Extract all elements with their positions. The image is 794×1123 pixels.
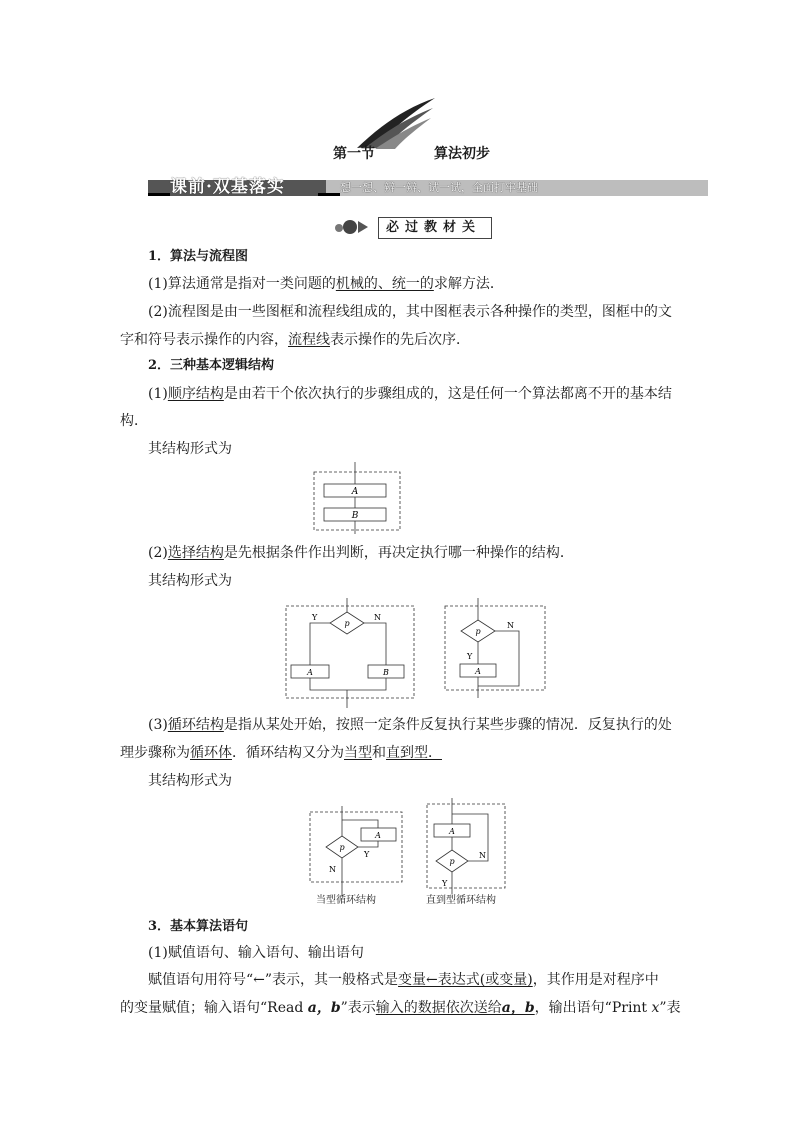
para-1-2-line1: (2)流程图是由一些图框和流程线组成的，其中图框表示各种操作的类型，图框中的文 — [148, 304, 672, 320]
heading-3: 3．基本算法语句 — [148, 919, 249, 934]
form-label-1: 其结构形式为 — [148, 441, 232, 457]
until-loop-diagram — [424, 798, 508, 894]
sequence-structure-diagram — [310, 462, 406, 534]
para-loop-line1: (3)循环结构是指从某处开始，按照一定条件反复执行某些步骤的情况．反复执行的处 — [148, 717, 672, 733]
yes-label: Y — [467, 652, 473, 661]
no-label: N — [479, 851, 486, 860]
banner-slogan: 想一想、辨一辨、试一试，全面打牢基础 — [340, 181, 538, 194]
para-3-sub: (1)赋值语句、输入语句、输出语句 — [148, 945, 364, 961]
box-A-label: A — [351, 487, 359, 497]
cond-p-label: p — [344, 619, 350, 628]
bullet-arrow — [358, 221, 368, 233]
no-label: N — [374, 613, 381, 622]
para-seq-line1: (1)顺序结构是由若干个依次执行的步骤组成的，这是任何一个算法都离不开的基本结 — [148, 386, 672, 402]
section-number: 第一节 — [333, 146, 375, 162]
box-A-label: A — [375, 831, 381, 840]
para-3-line2: 的变量赋值；输入语句“Read a，b”表示输入的数据依次送给a，b，输出语句“Print x”表 — [120, 1000, 681, 1016]
banner-slash-right — [318, 193, 340, 196]
yes-label: Y — [312, 613, 318, 622]
bullet-dot-large — [343, 220, 357, 234]
para-1-1: (1)算法通常是指对一类问题的机械的、统一的求解方法． — [148, 276, 504, 292]
caption-while-loop: 当型循环结构 — [316, 895, 376, 906]
box-B-label: B — [351, 511, 359, 521]
cond-p-label: p — [339, 843, 345, 852]
yes-label: Y — [442, 879, 448, 888]
section-title: 算法初步 — [434, 146, 490, 162]
banner-slash-left — [148, 193, 170, 196]
box-A-label: A — [307, 668, 313, 677]
box-A-label: A — [475, 667, 481, 676]
yes-label: Y — [364, 850, 370, 859]
para-3-line1: 赋值语句用符号“←”表示，其一般格式是变量←表达式(或变量)，其作用是对程序中 — [148, 972, 659, 988]
banner-title: 课前·双基落实 — [170, 177, 285, 197]
para-1-2-line2: 字和符号表示操作的内容，流程线表示操作的先后次序． — [120, 332, 470, 348]
box-B-label: B — [383, 668, 389, 677]
para-seq-line2: 构． — [120, 413, 148, 429]
cond-p-label: p — [475, 627, 481, 636]
caption-until-loop: 直到型循环结构 — [426, 895, 496, 906]
no-label: N — [507, 621, 514, 630]
form-label-3: 其结构形式为 — [148, 773, 232, 789]
heading-2: 2．三种基本逻辑结构 — [148, 358, 275, 373]
box-A-label: A — [449, 827, 455, 836]
para-loop-line2: 理步骤称为循环体．循环结构又分为当型和直到型． — [120, 745, 442, 761]
while-loop-diagram — [306, 806, 406, 896]
form-label-2: 其结构形式为 — [148, 573, 232, 589]
bullet-dot-small — [335, 224, 343, 232]
selection-if-else-diagram — [284, 598, 416, 708]
cond-p-label: p — [449, 857, 455, 866]
header-swoosh-logo — [355, 96, 440, 151]
selection-if-only-diagram — [443, 598, 547, 698]
no-label: N — [329, 865, 336, 874]
para-sel: (2)选择结构是先根据条件作出判断，再决定执行哪一种操作的结构． — [148, 545, 574, 561]
heading-1: 1．算法与流程图 — [148, 249, 249, 264]
sub-banner-label: 必过教材关 — [386, 220, 482, 235]
